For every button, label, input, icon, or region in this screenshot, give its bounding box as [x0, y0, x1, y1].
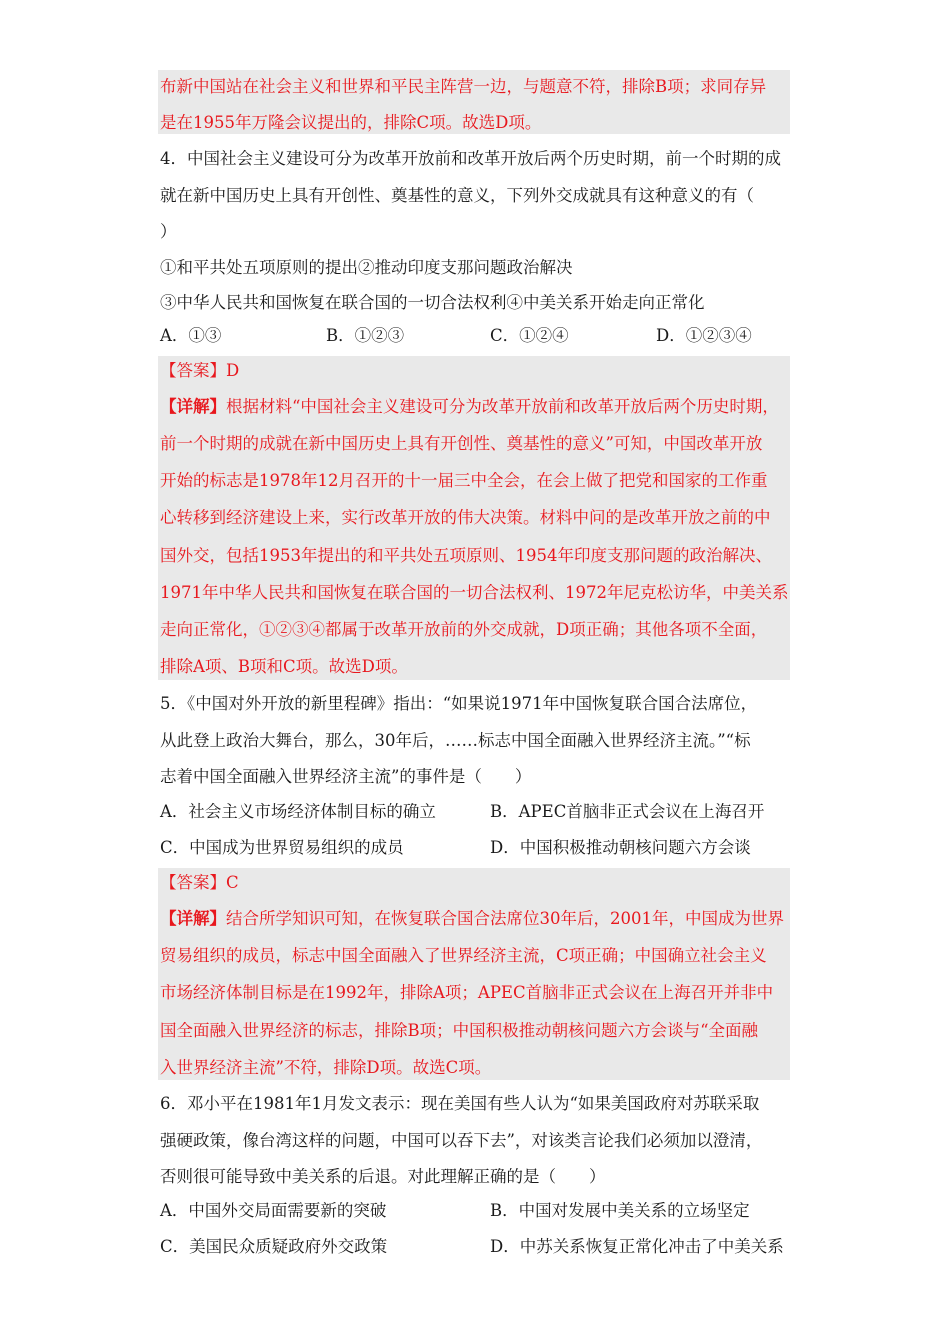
q6-stem-line: 强硬政策，像台湾这样的问题，中国可以吞下去”，对该类言论我们必须加以澄清，: [160, 1131, 763, 1150]
q6-option-c: C．美国民众质疑政府外交政策: [160, 1237, 388, 1256]
q4-option-a: A．①③: [160, 326, 222, 345]
q5-detail-line: 市场经济体制目标是在1992年，排除A项；APEC首脑非正式会议在上海召开并非中: [160, 983, 774, 1002]
q6-option-d: D．中苏关系恢复正常化冲击了中美关系: [490, 1237, 784, 1256]
q4-detail-line: 排除A项、B项和C项。故选D项。: [160, 657, 408, 676]
q4-option-c: C．①②④: [490, 326, 569, 345]
q6-option-b: B．中国对发展中美关系的立场坚定: [490, 1201, 750, 1220]
q5-option-c: C．中国成为世界贸易组织的成员: [160, 838, 404, 857]
q6-stem-line: 6．邓小平在1981年1月发文表示：现在美国有些人认为“如果美国政府对苏联采取: [160, 1094, 760, 1113]
q5-detail-line: 入世界经济主流”不符，排除D项。故选C项。: [160, 1058, 492, 1077]
q4-detail-line: [160, 388, 790, 425]
q5-answer: 【答案】C: [160, 873, 239, 892]
q3-detail-line: 布新中国站在社会主义和世界和平民主阵营一边，与题意不符，排除B项；求同存异: [160, 77, 767, 96]
q6-option-a: A．中国外交局面需要新的突破: [160, 1201, 387, 1220]
q4-option-b: B．①②③: [326, 326, 405, 345]
q4-item-line: ③中华人民共和国恢复在联合国的一切合法权利④中美关系开始走向正常化: [160, 293, 705, 312]
q4-detail-label: 【详解】: [160, 397, 226, 416]
q3-detail-line: 是在1955年万隆会议提出的，排除C项。故选D项。: [160, 113, 542, 132]
q5-detail-line: [160, 900, 790, 937]
q4-detail-text: 根据材料“中国社会主义建设可分为改革开放前和改革开放后两个历史时期，: [226, 397, 779, 416]
q5-stem-line: 从此登上政治大舞台，那么，30年后，……标志中国全面融入世界经济主流。”“标: [160, 731, 751, 750]
q4-detail-line: 1971年中华人民共和国恢复在联合国的一切合法权利、1972年尼克松访华，中美关系: [160, 583, 789, 602]
q5-detail-text: 结合所学知识可知，在恢复联合国合法席位30年后，2001年，中国成为世界: [226, 909, 784, 928]
q4-detail-line: 走向正常化，①②③④都属于改革开放前的外交成就，D项正确；其他各项不全面，: [160, 620, 768, 639]
q5-stem-line: 志着中国全面融入世界经济主流”的事件是（ ）: [160, 767, 532, 786]
q5-detail-label: 【详解】: [160, 909, 226, 928]
q4-stem-line: ）: [160, 222, 177, 241]
q4-stem-line: 就在新中国历史上具有开创性、奠基性的意义，下列外交成就具有这种意义的有（: [160, 186, 754, 205]
q5-stem-line: 5．《中国对外开放的新里程碑》指出：“如果说1971年中国恢复联合国合法席位，: [160, 694, 758, 713]
q4-option-d: D．①②③④: [656, 326, 752, 345]
q4-detail-line: 前一个时期的成就在新中国历史上具有开创性、奠基性的意义”可知，中国改革开放: [160, 434, 763, 453]
q4-answer: 【答案】D: [160, 361, 240, 380]
q5-option-b: B．APEC首脑非正式会议在上海召开: [490, 802, 765, 821]
q4-stem-line: 4．中国社会主义建设可分为改革开放前和改革开放后两个历史时期，前一个时期的成: [160, 149, 781, 168]
q4-detail-line: 国外交，包括1953年提出的和平共处五项原则、1954年印度支那问题的政治解决、: [160, 546, 772, 565]
q5-detail-line: 贸易组织的成员，标志中国全面融入了世界经济主流，C项正确；中国确立社会主义: [160, 946, 767, 965]
q4-detail-line: 开始的标志是1978年12月召开的十一届三中全会，在会上做了把党和国家的工作重: [160, 471, 768, 490]
q5-detail-line: 国全面融入世界经济的标志，排除B项；中国积极推动朝核问题六方会谈与“全面融: [160, 1021, 759, 1040]
q4-item-line: ①和平共处五项原则的提出②推动印度支那问题政治解决: [160, 258, 573, 277]
q5-option-d: D．中国积极推动朝核问题六方会谈: [490, 838, 751, 857]
q4-detail-line: 心转移到经济建设上来，实行改革开放的伟大决策。材料中问的是改革开放之前的中: [160, 508, 771, 527]
q5-option-a: A．社会主义市场经济体制目标的确立: [160, 802, 436, 821]
q6-stem-line: 否则很可能导致中美关系的后退。对此理解正确的是（ ）: [160, 1167, 606, 1186]
